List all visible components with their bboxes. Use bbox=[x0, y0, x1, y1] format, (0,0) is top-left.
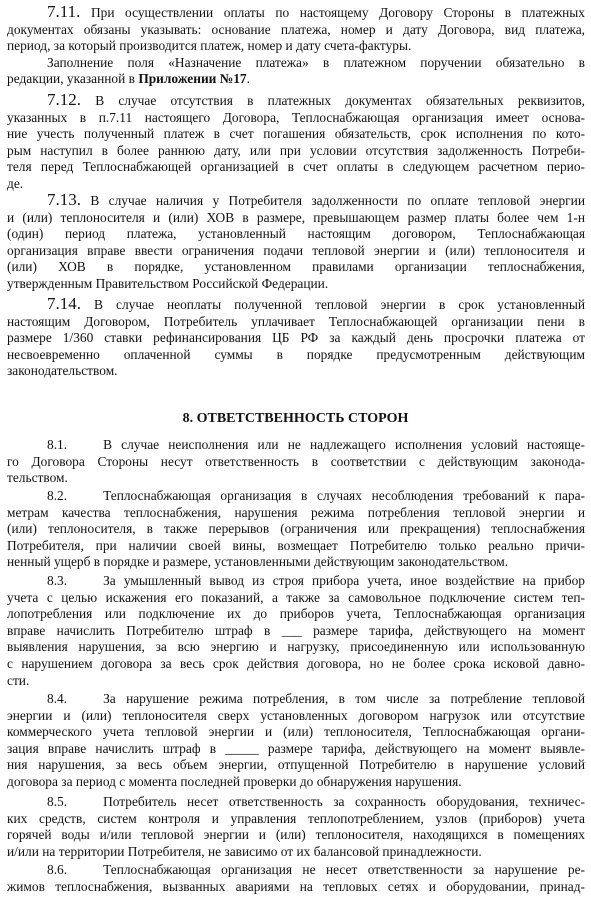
clause-line: ния нарушения, за весь объем энергии, отпущенной Потребителю в нарушение условий bbox=[7, 757, 585, 773]
clause-line: теля перед Теплоснабжающей организацией в счет оплаты в следующем расчетном перио- bbox=[7, 159, 585, 175]
clause-line: период, за который производится платеж, номер и дату счета-фактуры. bbox=[7, 38, 412, 54]
clause-line: 7.12. В случае отсутствия в платежных документах обязательных реквизитов, bbox=[47, 90, 585, 109]
clause-line: 8.3. За умышленный вывод из строя прибора учета, иное воздействие на прибор bbox=[47, 573, 585, 588]
clause-line: организация вправе ввести ограничения подачи тепловой энергии и (или) теплоносителя и bbox=[7, 242, 585, 258]
clause-line: сти. bbox=[7, 672, 30, 688]
clause-line: Потребителя, при наличии своей вины, возмещает Потребителю только реально причи- bbox=[7, 537, 585, 553]
clause-line: коммерческого учета тепловой энергии и (или) теплоносителя, Теплоснабжающая органи- bbox=[7, 724, 585, 740]
clause-line: и/или на территории Потребителя, не зависимо от их балансовой принадлежности. bbox=[7, 843, 482, 859]
clause-line: горячей воды и/или тепловой энергии и (или) теплоносителя, находящихся в помещениях bbox=[7, 827, 585, 843]
clause-number: 7.12. bbox=[47, 90, 81, 109]
clause-line: 8.6. Теплоснабжающая организация не несет ответственности за нарушение ре- bbox=[47, 862, 585, 877]
clause-line: жимов теплоснабжения, вызванных авариями на тепловых сетях и оборудовании, принад- bbox=[7, 878, 585, 894]
clause-number: 7.11. bbox=[47, 2, 81, 21]
clause-line: 7.11. При осуществлении оплаты по настоящему Договору Стороны в платежных bbox=[47, 2, 585, 21]
clause-line: размере 1/360 ставки рефинансирования ЦБ РФ за каждый день просрочки платежа от bbox=[7, 330, 585, 346]
clause-number: 8.3. bbox=[47, 573, 68, 588]
clause-line: редакции, указанной в Приложении №17. bbox=[7, 71, 250, 87]
clause-line: 8.1. В случае неисполнения или не надлежащего исполнения условий настояще- bbox=[47, 437, 585, 452]
clause-7-11 bbox=[7, 4, 585, 88]
clause-7-13 bbox=[7, 192, 585, 293]
clause-number: 7.13. bbox=[47, 190, 81, 209]
clause-line: ненный ущерб в порядке и размере, установленными действующим законодательством. bbox=[7, 554, 509, 570]
clause-number: 7.14. bbox=[47, 294, 81, 313]
clause-8-3 bbox=[7, 573, 585, 689]
clause-line: законодательством. bbox=[7, 363, 118, 379]
clause-line: настоящим Договором, Потребитель уплачивает Теплоснабжающей организации пени в bbox=[7, 313, 585, 329]
clause-line: 8.4. За нарушение режима потребления, в том числе за потребление тепловой bbox=[47, 691, 585, 706]
clause-line: утвержденным Правительством Российской Федерации. bbox=[7, 275, 329, 291]
clause-line: метрам качества теплоснабжения, нарушения режима потребления тепловой энергии и bbox=[7, 504, 585, 520]
clause-line: 8.2. Теплоснабжающая организация в случаях несоблюдения требований к пара- bbox=[47, 488, 585, 503]
clause-7-14 bbox=[7, 296, 585, 380]
clause-line: учета с целью искажения его показаний, а также за самовольное подключение систем теп- bbox=[7, 589, 585, 605]
clause-line: Заполнение поля «Назначение платежа» в платежном поручении обязательно в bbox=[47, 54, 585, 70]
clause-number: 8.6. bbox=[47, 862, 68, 877]
clause-line: (или) теплоносителя, в также перерывов (ограничения или прекращения) теплоснабжения bbox=[7, 521, 585, 537]
clause-number: 8.2. bbox=[47, 488, 68, 503]
clause-line: зация вправе начислить штраф в _____ размере тарифа, действующего на момент выявле- bbox=[7, 740, 585, 756]
clause-number: 8.4. bbox=[47, 691, 68, 706]
appendix-reference: Приложении №17 bbox=[138, 71, 247, 87]
clause-line: го Договора Стороны несут ответственность в соответствии с действующим законода- bbox=[7, 453, 585, 469]
clause-number: 8.1. bbox=[47, 437, 68, 452]
clause-line: с нарушением договора за весь срок действия договора, но не более срока исковой давно- bbox=[7, 655, 585, 671]
clause-line: ние учесть полученный платеж в счет погашения обязательств, срок исполнения по кото- bbox=[7, 126, 585, 142]
clause-line: энергии и (или) теплоносителя сверх установленных договором нагрузок или отсутствие bbox=[7, 707, 585, 723]
clause-8-4 bbox=[7, 691, 585, 791]
clause-line: несвоевременно оплаченной суммы в порядке предусмотренным действующим bbox=[7, 346, 585, 362]
clause-8-5 bbox=[7, 794, 585, 860]
clause-line: 7.14. В случае неоплаты полученной тепловой энергии в срок установленный bbox=[47, 294, 585, 313]
section-heading: 8. ОТВЕТСТВЕННОСТЬ СТОРОН bbox=[182, 411, 409, 426]
clause-line: документах обязаны указывать: основание платежа, номер и дату Договора, вид платежа, bbox=[7, 21, 585, 37]
clause-line: указанных в п.7.11 настоящего Договора, Теплоснабжающая организация имеет основа- bbox=[7, 109, 585, 125]
clause-line: выявления нарушения, за всю энергию и нагрузку, присоединенную или использованную bbox=[7, 639, 585, 655]
clause-line: (один) период платежа, установленный настоящим договором, Теплоснабжающая bbox=[7, 226, 585, 242]
clause-line: договора за период с момента последней проверки до обнаружения нарушения. bbox=[7, 773, 462, 789]
clause-line: ких средств, систем контроля и управления теплопотреблением, узлов (приборов) учета bbox=[7, 810, 585, 826]
clause-7-12 bbox=[7, 92, 585, 193]
clause-8-1 bbox=[7, 437, 585, 487]
clause-8-2 bbox=[7, 488, 585, 571]
clause-line: 8.5. Потребитель несет ответственность за сохранность оборудования, техничес- bbox=[47, 794, 585, 809]
clause-line: вправе начислить Потребителю штраф в ___ размере тарифа, действующего на момент bbox=[7, 622, 585, 638]
clause-line: лопотребления или подключение их до приборов учета, Теплоснабжающая организация bbox=[7, 606, 585, 622]
clause-line: и (или) теплоносителя и (или) ХОВ в размере, превышающем размер платы более чем 1-н bbox=[7, 209, 585, 225]
clause-line: де. bbox=[7, 175, 24, 191]
clause-line: тельством. bbox=[7, 470, 68, 486]
clause-line: рым наступил в более раннюю дату, или при условии отсутствия задолженность Потреби- bbox=[7, 142, 585, 158]
clause-number: 8.5. bbox=[47, 794, 68, 809]
clause-8-6 bbox=[7, 862, 585, 895]
clause-line: (или) ХОВ в порядке, установленном правилами организации теплоснабжения, bbox=[7, 259, 585, 275]
clause-line: 7.13. В случае наличия у Потребителя задолженности по оплате тепловой энергии bbox=[47, 190, 585, 209]
